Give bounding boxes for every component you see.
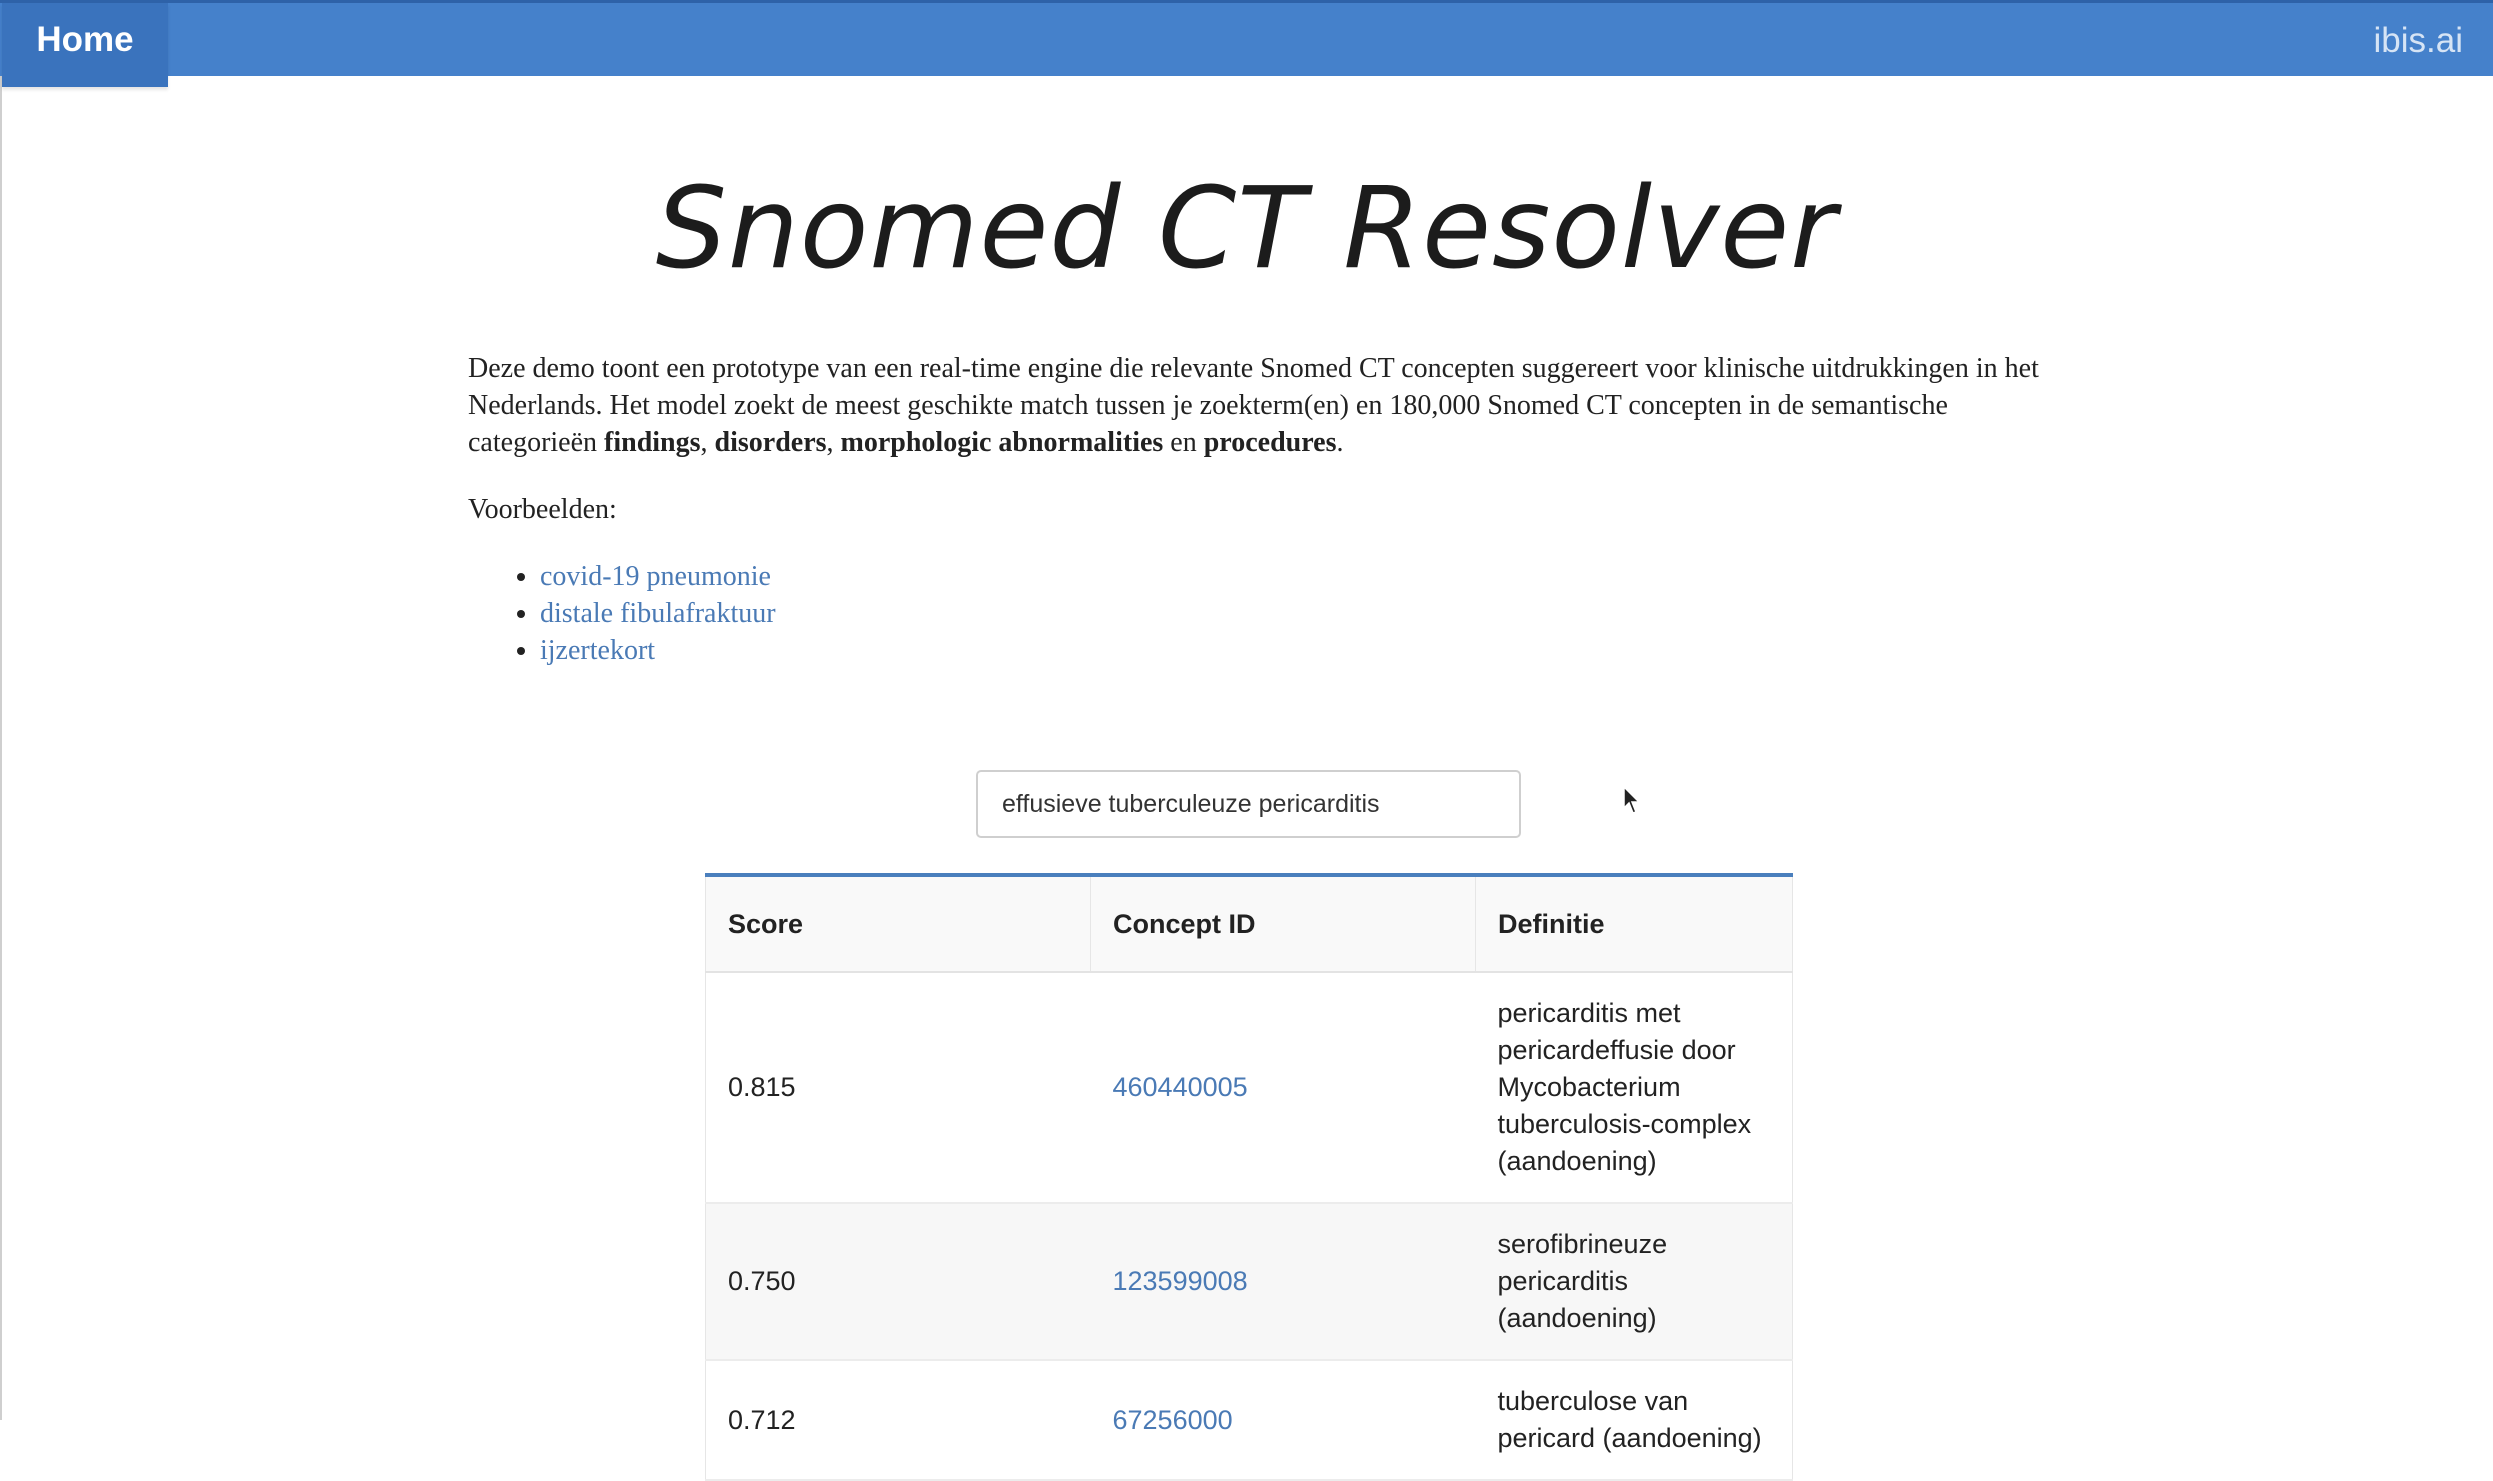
- table-row: [706, 1360, 1793, 1480]
- home-nav-button[interactable]: Home: [2, 3, 168, 87]
- examples-label: Voorbeelden:: [468, 494, 617, 525]
- concept-id-cell: [1091, 972, 1476, 1203]
- list-item: [540, 595, 776, 632]
- top-navbar: [0, 0, 2493, 76]
- header-definitie[interactable]: Definitie: [1476, 875, 1793, 972]
- list-item: [540, 558, 776, 595]
- example-link-ijzertekort[interactable]: ijzertekort: [540, 635, 656, 666]
- score-cell: 0.815: [706, 972, 1091, 1203]
- search-input[interactable]: [976, 770, 1521, 838]
- example-link-covid[interactable]: covid-19 pneumonie: [540, 561, 771, 592]
- concept-id-link[interactable]: 460440005: [1112, 1072, 1248, 1102]
- category-findings: findings: [604, 427, 701, 458]
- category-procedures: procedures: [1203, 427, 1337, 458]
- concept-id-cell: [1091, 1360, 1476, 1480]
- mouse-cursor-icon: [1622, 786, 1644, 816]
- concept-id-cell: [1091, 1203, 1476, 1360]
- list-item: [540, 632, 776, 669]
- example-link-fibula[interactable]: distale fibulafraktuur: [540, 598, 776, 629]
- definition-cell: pericarditis met pericardeffusie door Mycobacterium tuberculosis-complex (aandoening): [1476, 972, 1793, 1203]
- definition-cell: tuberculose van pericard (aandoening): [1476, 1360, 1793, 1480]
- concept-id-link[interactable]: 123599008: [1112, 1266, 1248, 1296]
- table-row: [706, 1203, 1793, 1360]
- concept-id-link[interactable]: 67256000: [1112, 1404, 1233, 1435]
- table-row: [706, 972, 1793, 1203]
- intro-paragraph: Deze demo toont een prototype van een real-time engine die relevante Snomed CT concepten suggereert voor klinische uitdrukkingen in het Nederlands. Het model zoekt de meest geschikte match tussen je zoekterm(en) en 180,000 Snomed CT concepten in de semantische categorieën findings, disorders, morphologic abnormalities en procedures.: [468, 353, 2039, 458]
- category-morphologic: morphologic abnormalities: [840, 427, 1164, 458]
- category-disorders: disorders: [714, 427, 827, 458]
- score-cell: 0.712: [706, 1360, 1091, 1480]
- intro-text: Deze demo toont een prototype van een real-time engine die relevante Snomed CT concepten suggereert voor klinische uitdrukkingen in het Nederlands. Het model zoekt de meest geschikte match tussen je zoekterm(en) en 180,000 Snomed CT concepten in de semantische categorieën: [468, 353, 2039, 458]
- examples-list: [468, 558, 776, 669]
- score-cell: 0.750: [706, 1203, 1091, 1360]
- intro-conjunction: en: [1163, 427, 1204, 458]
- header-concept-id[interactable]: Concept ID: [1091, 875, 1476, 972]
- brand-link[interactable]: ibis.ai: [2373, 21, 2463, 60]
- header-score[interactable]: Score: [706, 875, 1091, 972]
- table-header-row: [706, 875, 1793, 972]
- results-table: [705, 873, 1793, 1481]
- page-title: Snomed CT Resolver: [655, 164, 1838, 294]
- definition-cell: serofibrineuze pericarditis (aandoening): [1476, 1203, 1793, 1360]
